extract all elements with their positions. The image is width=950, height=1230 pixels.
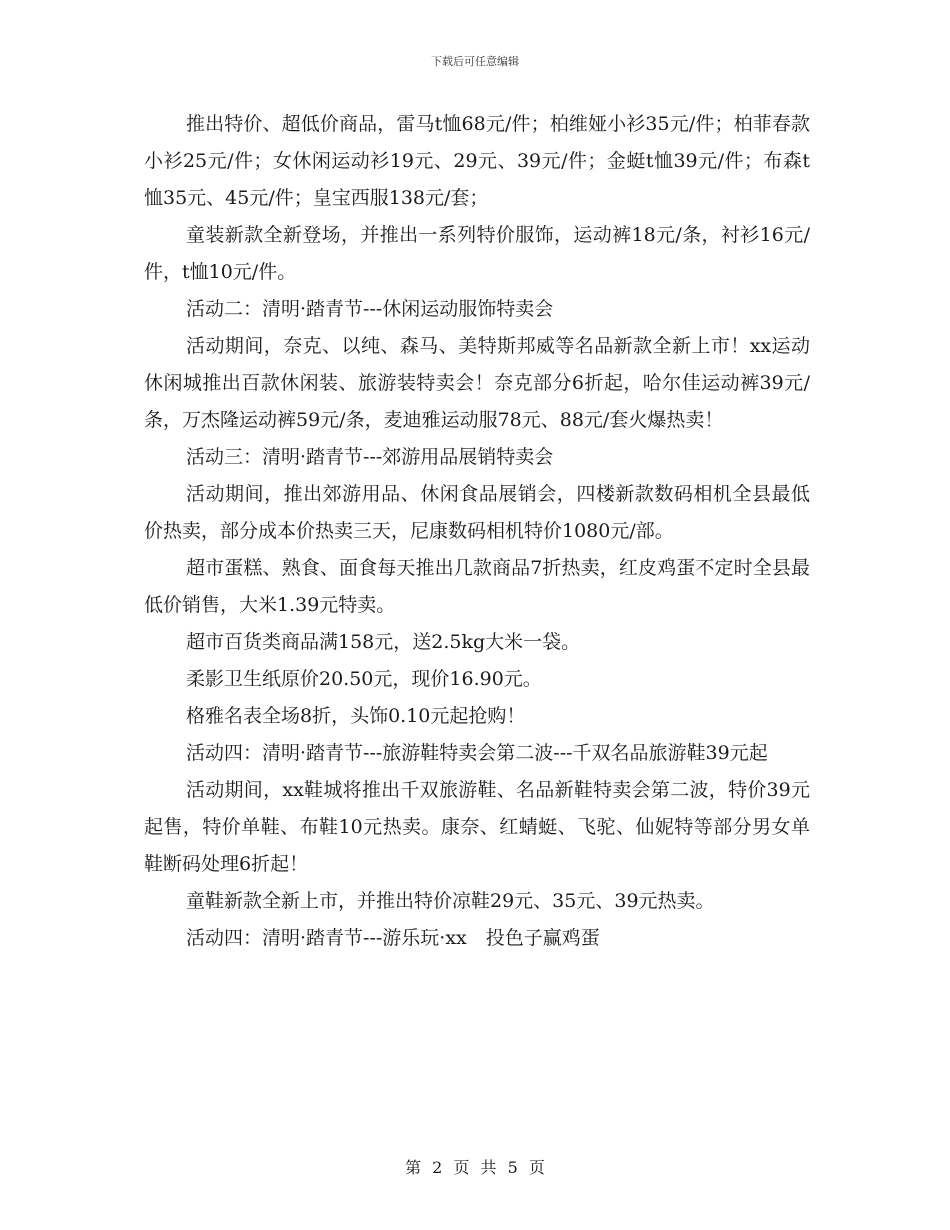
paragraph: 活动期间，推出郊游用品、休闲食品展销会，四楼新款数码相机全县最低价热卖，部分成本价热卖三天，尼康数码相机特价1080元/部。 bbox=[144, 483, 810, 542]
page-number-footer: 第 2 页 共 5 页 bbox=[405, 1158, 545, 1177]
section-heading: 活动四：清明·踏青节---旅游鞋特卖会第二波---千双名品旅游鞋39元起 bbox=[186, 742, 768, 764]
section-heading: 活动三：清明·踏青节---郊游用品展销特卖会 bbox=[186, 446, 554, 468]
section-heading: 活动四：清明·踏青节---游乐玩·xx 投色子赢鸡蛋 bbox=[186, 927, 600, 949]
paragraph: 超市百货类商品满158元，送2.5kg大米一袋。 bbox=[186, 631, 581, 653]
paragraph: 活动期间，奈克、以纯、森马、美特斯邦威等名品新款全新上市！xx运动休闲城推出百款休闲装、旅游装特卖会！奈克部分6折起，哈尔佳运动裤39元/条，万杰隆运动裤59元/条，麦迪雅运动服78元、88元/套火爆热卖！ bbox=[144, 335, 810, 431]
paragraph: 童装新款全新登场，并推出一系列特价服饰，运动裤18元/条，衬衫16元/件，t恤10元/件。 bbox=[144, 224, 810, 283]
section-heading: 活动二：清明·踏青节---休闲运动服饰特卖会 bbox=[186, 298, 554, 320]
paragraph: 超市蛋糕、熟食、面食每天推出几款商品7折热卖，红皮鸡蛋不定时全县最低价销售，大米1.39元特卖。 bbox=[144, 557, 810, 616]
paragraph: 推出特价、超低价商品，雷马t恤68元/件；柏维娅小衫35元/件；柏菲春款小衫25元/件；女休闲运动衫19元、29元、39元/件；金蜓t恤39元/件；布森t恤35元、45元/件；皇宝西服138元/套； bbox=[144, 113, 810, 209]
paragraph: 活动期间，xx鞋城将推出千双旅游鞋、名品新鞋特卖会第二波，特价39元起售，特价单鞋、布鞋10元热卖。康奈、红蜻蜓、飞驼、仙妮特等部分男女单鞋断码处理6折起！ bbox=[144, 779, 810, 875]
document-body bbox=[144, 106, 810, 957]
page-header: 下载后可任意编辑 bbox=[431, 55, 519, 68]
paragraph: 格雅名表全场8折，头饰0.10元起抢购！ bbox=[186, 705, 526, 727]
paragraph: 童鞋新款全新上市，并推出特价凉鞋29元、35元、39元热卖。 bbox=[186, 890, 715, 912]
paragraph: 柔影卫生纸原价20.50元，现价16.90元。 bbox=[186, 668, 542, 690]
